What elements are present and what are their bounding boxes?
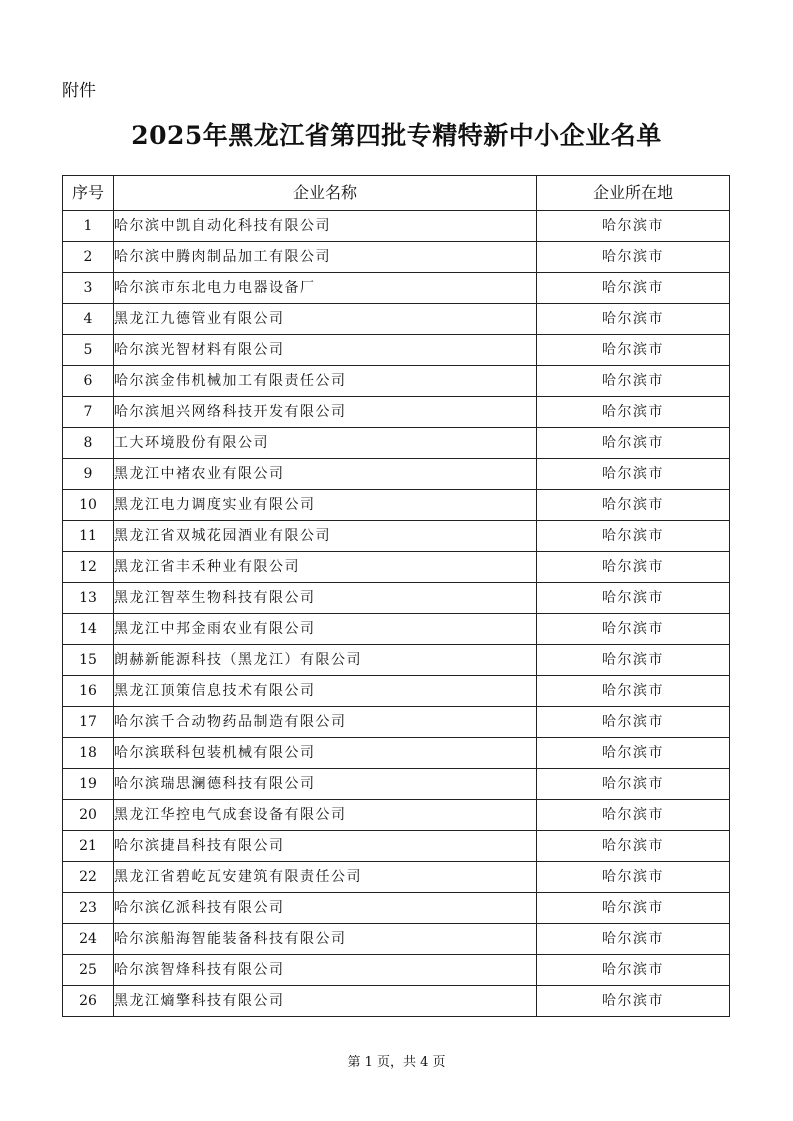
table-row: [63, 893, 730, 924]
company-location: 哈尔滨市: [537, 335, 730, 366]
company-name: 哈尔滨旭兴网络科技开发有限公司: [114, 397, 537, 428]
table-body: [63, 211, 730, 1017]
company-location: 哈尔滨市: [537, 645, 730, 676]
row-number: 8: [63, 428, 114, 459]
table-row: [63, 645, 730, 676]
company-name: 朗赫新能源科技（黑龙江）有限公司: [114, 645, 537, 676]
page-footer: 第 1 页，共 4 页: [347, 1055, 446, 1070]
header-name: 企业名称: [114, 176, 537, 211]
company-name: 黑龙江熵擎科技有限公司: [114, 986, 537, 1017]
company-location: 哈尔滨市: [537, 893, 730, 924]
company-location: 哈尔滨市: [537, 304, 730, 335]
row-number: 18: [63, 738, 114, 769]
table-row: [63, 986, 730, 1017]
header-no: 序号: [63, 176, 114, 211]
table-row: [63, 614, 730, 645]
company-location: 哈尔滨市: [537, 707, 730, 738]
row-number: 12: [63, 552, 114, 583]
table-row: [63, 335, 730, 366]
company-name: 哈尔滨联科包装机械有限公司: [114, 738, 537, 769]
row-number: 11: [63, 521, 114, 552]
row-number: 14: [63, 614, 114, 645]
row-number: 9: [63, 459, 114, 490]
company-location: 哈尔滨市: [537, 676, 730, 707]
company-location: 哈尔滨市: [537, 769, 730, 800]
company-name: 哈尔滨千合动物药品制造有限公司: [114, 707, 537, 738]
table-row: [63, 211, 730, 242]
company-name: 哈尔滨捷昌科技有限公司: [114, 831, 537, 862]
company-location: 哈尔滨市: [537, 242, 730, 273]
row-number: 25: [63, 955, 114, 986]
company-name: 哈尔滨亿派科技有限公司: [114, 893, 537, 924]
table-row: [63, 583, 730, 614]
company-location: 哈尔滨市: [537, 459, 730, 490]
company-location: 哈尔滨市: [537, 273, 730, 304]
row-number: 5: [63, 335, 114, 366]
table-row: [63, 366, 730, 397]
enterprise-table: [62, 175, 730, 1017]
table-row: [63, 862, 730, 893]
company-name: 哈尔滨船海智能装备科技有限公司: [114, 924, 537, 955]
table-row: [63, 242, 730, 273]
table-row: [63, 459, 730, 490]
table-row: [63, 707, 730, 738]
company-location: 哈尔滨市: [537, 831, 730, 862]
table-header-row: [63, 176, 730, 211]
company-name: 哈尔滨中凯自动化科技有限公司: [114, 211, 537, 242]
company-name: 工大环境股份有限公司: [114, 428, 537, 459]
company-name: 黑龙江省碧屹瓦安建筑有限责任公司: [114, 862, 537, 893]
row-number: 6: [63, 366, 114, 397]
company-location: 哈尔滨市: [537, 583, 730, 614]
page-title: 2025年黑龙江省第四批专精特新中小企业名单: [131, 121, 662, 150]
attachment-label: 附件: [62, 81, 96, 101]
table-row: [63, 521, 730, 552]
row-number: 15: [63, 645, 114, 676]
table-row: [63, 924, 730, 955]
company-location: 哈尔滨市: [537, 521, 730, 552]
table-row: [63, 490, 730, 521]
company-name: 哈尔滨光智材料有限公司: [114, 335, 537, 366]
row-number: 24: [63, 924, 114, 955]
company-name: 黑龙江华控电气成套设备有限公司: [114, 800, 537, 831]
row-number: 17: [63, 707, 114, 738]
row-number: 10: [63, 490, 114, 521]
row-number: 20: [63, 800, 114, 831]
table-row: [63, 304, 730, 335]
company-location: 哈尔滨市: [537, 738, 730, 769]
company-name: 哈尔滨智烽科技有限公司: [114, 955, 537, 986]
company-name: 黑龙江省丰禾种业有限公司: [114, 552, 537, 583]
company-name: 黑龙江智萃生物科技有限公司: [114, 583, 537, 614]
table-row: [63, 831, 730, 862]
row-number: 22: [63, 862, 114, 893]
company-location: 哈尔滨市: [537, 800, 730, 831]
row-number: 23: [63, 893, 114, 924]
company-name: 黑龙江顶策信息技术有限公司: [114, 676, 537, 707]
company-location: 哈尔滨市: [537, 552, 730, 583]
row-number: 7: [63, 397, 114, 428]
row-number: 3: [63, 273, 114, 304]
table-row: [63, 552, 730, 583]
company-name: 黑龙江中邦金雨农业有限公司: [114, 614, 537, 645]
company-location: 哈尔滨市: [537, 428, 730, 459]
table-row: [63, 738, 730, 769]
company-name: 哈尔滨瑞思澜德科技有限公司: [114, 769, 537, 800]
company-location: 哈尔滨市: [537, 490, 730, 521]
company-location: 哈尔滨市: [537, 955, 730, 986]
company-name: 黑龙江电力调度实业有限公司: [114, 490, 537, 521]
row-number: 4: [63, 304, 114, 335]
table-row: [63, 769, 730, 800]
company-name: 哈尔滨市东北电力电器设备厂: [114, 273, 537, 304]
header-location: 企业所在地: [537, 176, 730, 211]
company-location: 哈尔滨市: [537, 862, 730, 893]
table-row: [63, 955, 730, 986]
company-name: 黑龙江九德管业有限公司: [114, 304, 537, 335]
row-number: 21: [63, 831, 114, 862]
company-location: 哈尔滨市: [537, 397, 730, 428]
company-location: 哈尔滨市: [537, 211, 730, 242]
company-location: 哈尔滨市: [537, 986, 730, 1017]
table-row: [63, 397, 730, 428]
table-row: [63, 273, 730, 304]
table-row: [63, 428, 730, 459]
company-location: 哈尔滨市: [537, 614, 730, 645]
row-number: 26: [63, 986, 114, 1017]
company-location: 哈尔滨市: [537, 924, 730, 955]
company-name: 哈尔滨中腾肉制品加工有限公司: [114, 242, 537, 273]
row-number: 19: [63, 769, 114, 800]
table-row: [63, 800, 730, 831]
row-number: 1: [63, 211, 114, 242]
row-number: 2: [63, 242, 114, 273]
table-row: [63, 676, 730, 707]
row-number: 16: [63, 676, 114, 707]
company-name: 黑龙江中褚农业有限公司: [114, 459, 537, 490]
company-location: 哈尔滨市: [537, 366, 730, 397]
company-name: 黑龙江省双城花园酒业有限公司: [114, 521, 537, 552]
company-name: 哈尔滨金伟机械加工有限责任公司: [114, 366, 537, 397]
row-number: 13: [63, 583, 114, 614]
